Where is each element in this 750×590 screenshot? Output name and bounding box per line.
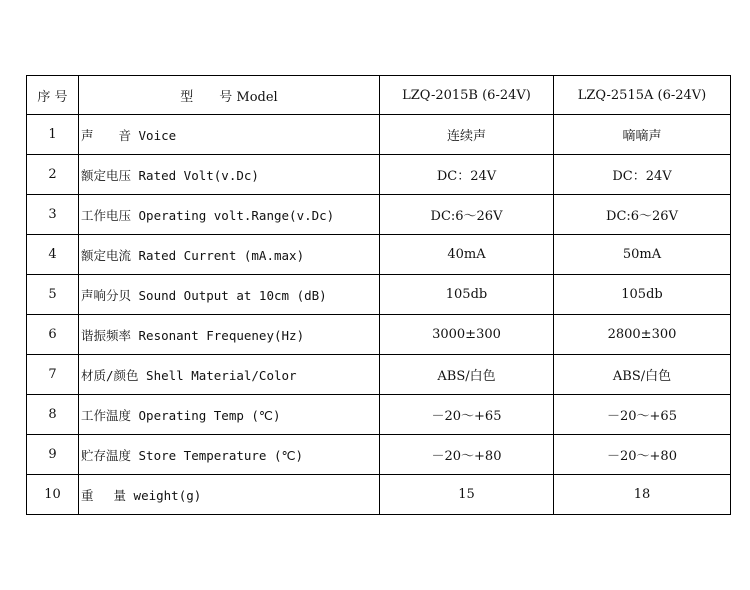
table-row	[27, 195, 731, 235]
spec-table	[26, 75, 731, 515]
table-row	[27, 395, 731, 435]
row-value-2015b: －20～+65	[380, 395, 554, 435]
header-lzq-2015b: LZQ-2015B (6-24V)	[380, 76, 554, 115]
header-lzq-2515a: LZQ-2515A (6-24V)	[554, 76, 731, 115]
row-value-2015b: －20～+80	[380, 435, 554, 475]
row-value-2515a: 2800±300	[554, 315, 731, 355]
row-number: 1	[27, 115, 79, 155]
row-value-2515a: －20～+65	[554, 395, 731, 435]
row-value-2015b: 3000±300	[380, 315, 554, 355]
row-value-2015b: DC：24V	[380, 155, 554, 195]
row-value-2515a: 嘀嘀声	[554, 115, 731, 155]
table-row	[27, 115, 731, 155]
row-parameter: 额定电压 Rated Volt(v.Dc)	[79, 155, 380, 195]
row-value-2015b: DC:6～26V	[380, 195, 554, 235]
table-row	[27, 315, 731, 355]
row-number: 2	[27, 155, 79, 195]
row-number: 3	[27, 195, 79, 235]
row-number: 5	[27, 275, 79, 315]
row-value-2515a: 50mA	[554, 235, 731, 275]
row-number: 4	[27, 235, 79, 275]
row-parameter: 贮存温度 Store Temperature (℃)	[79, 435, 380, 475]
row-value-2515a: DC:6～26V	[554, 195, 731, 235]
row-value-2015b: 15	[380, 475, 554, 515]
row-number: 7	[27, 355, 79, 395]
table-row	[27, 275, 731, 315]
row-value-2015b: 105db	[380, 275, 554, 315]
row-value-2515a: ABS/白色	[554, 355, 731, 395]
header-model: 型 号 Model	[79, 76, 380, 115]
row-parameter: 声 音 Voice	[79, 115, 380, 155]
table-row	[27, 155, 731, 195]
row-value-2515a: DC：24V	[554, 155, 731, 195]
table-row	[27, 475, 731, 515]
row-parameter: 工作温度 Operating Temp (℃)	[79, 395, 380, 435]
table-row	[27, 435, 731, 475]
row-parameter: 材质/颜色 Shell Material/Color	[79, 355, 380, 395]
row-value-2515a: －20～+80	[554, 435, 731, 475]
row-value-2515a: 105db	[554, 275, 731, 315]
row-parameter: 声响分贝 Sound Output at 10cm (dB)	[79, 275, 380, 315]
table-row	[27, 235, 731, 275]
header-no: 序 号	[27, 76, 79, 115]
row-parameter: 重 量 weight(g)	[79, 475, 380, 515]
row-number: 8	[27, 395, 79, 435]
row-parameter: 额定电流 Rated Current (mA.max)	[79, 235, 380, 275]
row-number: 9	[27, 435, 79, 475]
row-value-2015b: 连续声	[380, 115, 554, 155]
table-row	[27, 355, 731, 395]
row-value-2515a: 18	[554, 475, 731, 515]
row-parameter: 谐振频率 Resonant Frequeney(Hz)	[79, 315, 380, 355]
row-value-2015b: ABS/白色	[380, 355, 554, 395]
row-number: 10	[27, 475, 79, 515]
row-parameter: 工作电压 Operating volt.Range(v.Dc)	[79, 195, 380, 235]
header-row	[27, 76, 731, 115]
row-number: 6	[27, 315, 79, 355]
row-value-2015b: 40mA	[380, 235, 554, 275]
